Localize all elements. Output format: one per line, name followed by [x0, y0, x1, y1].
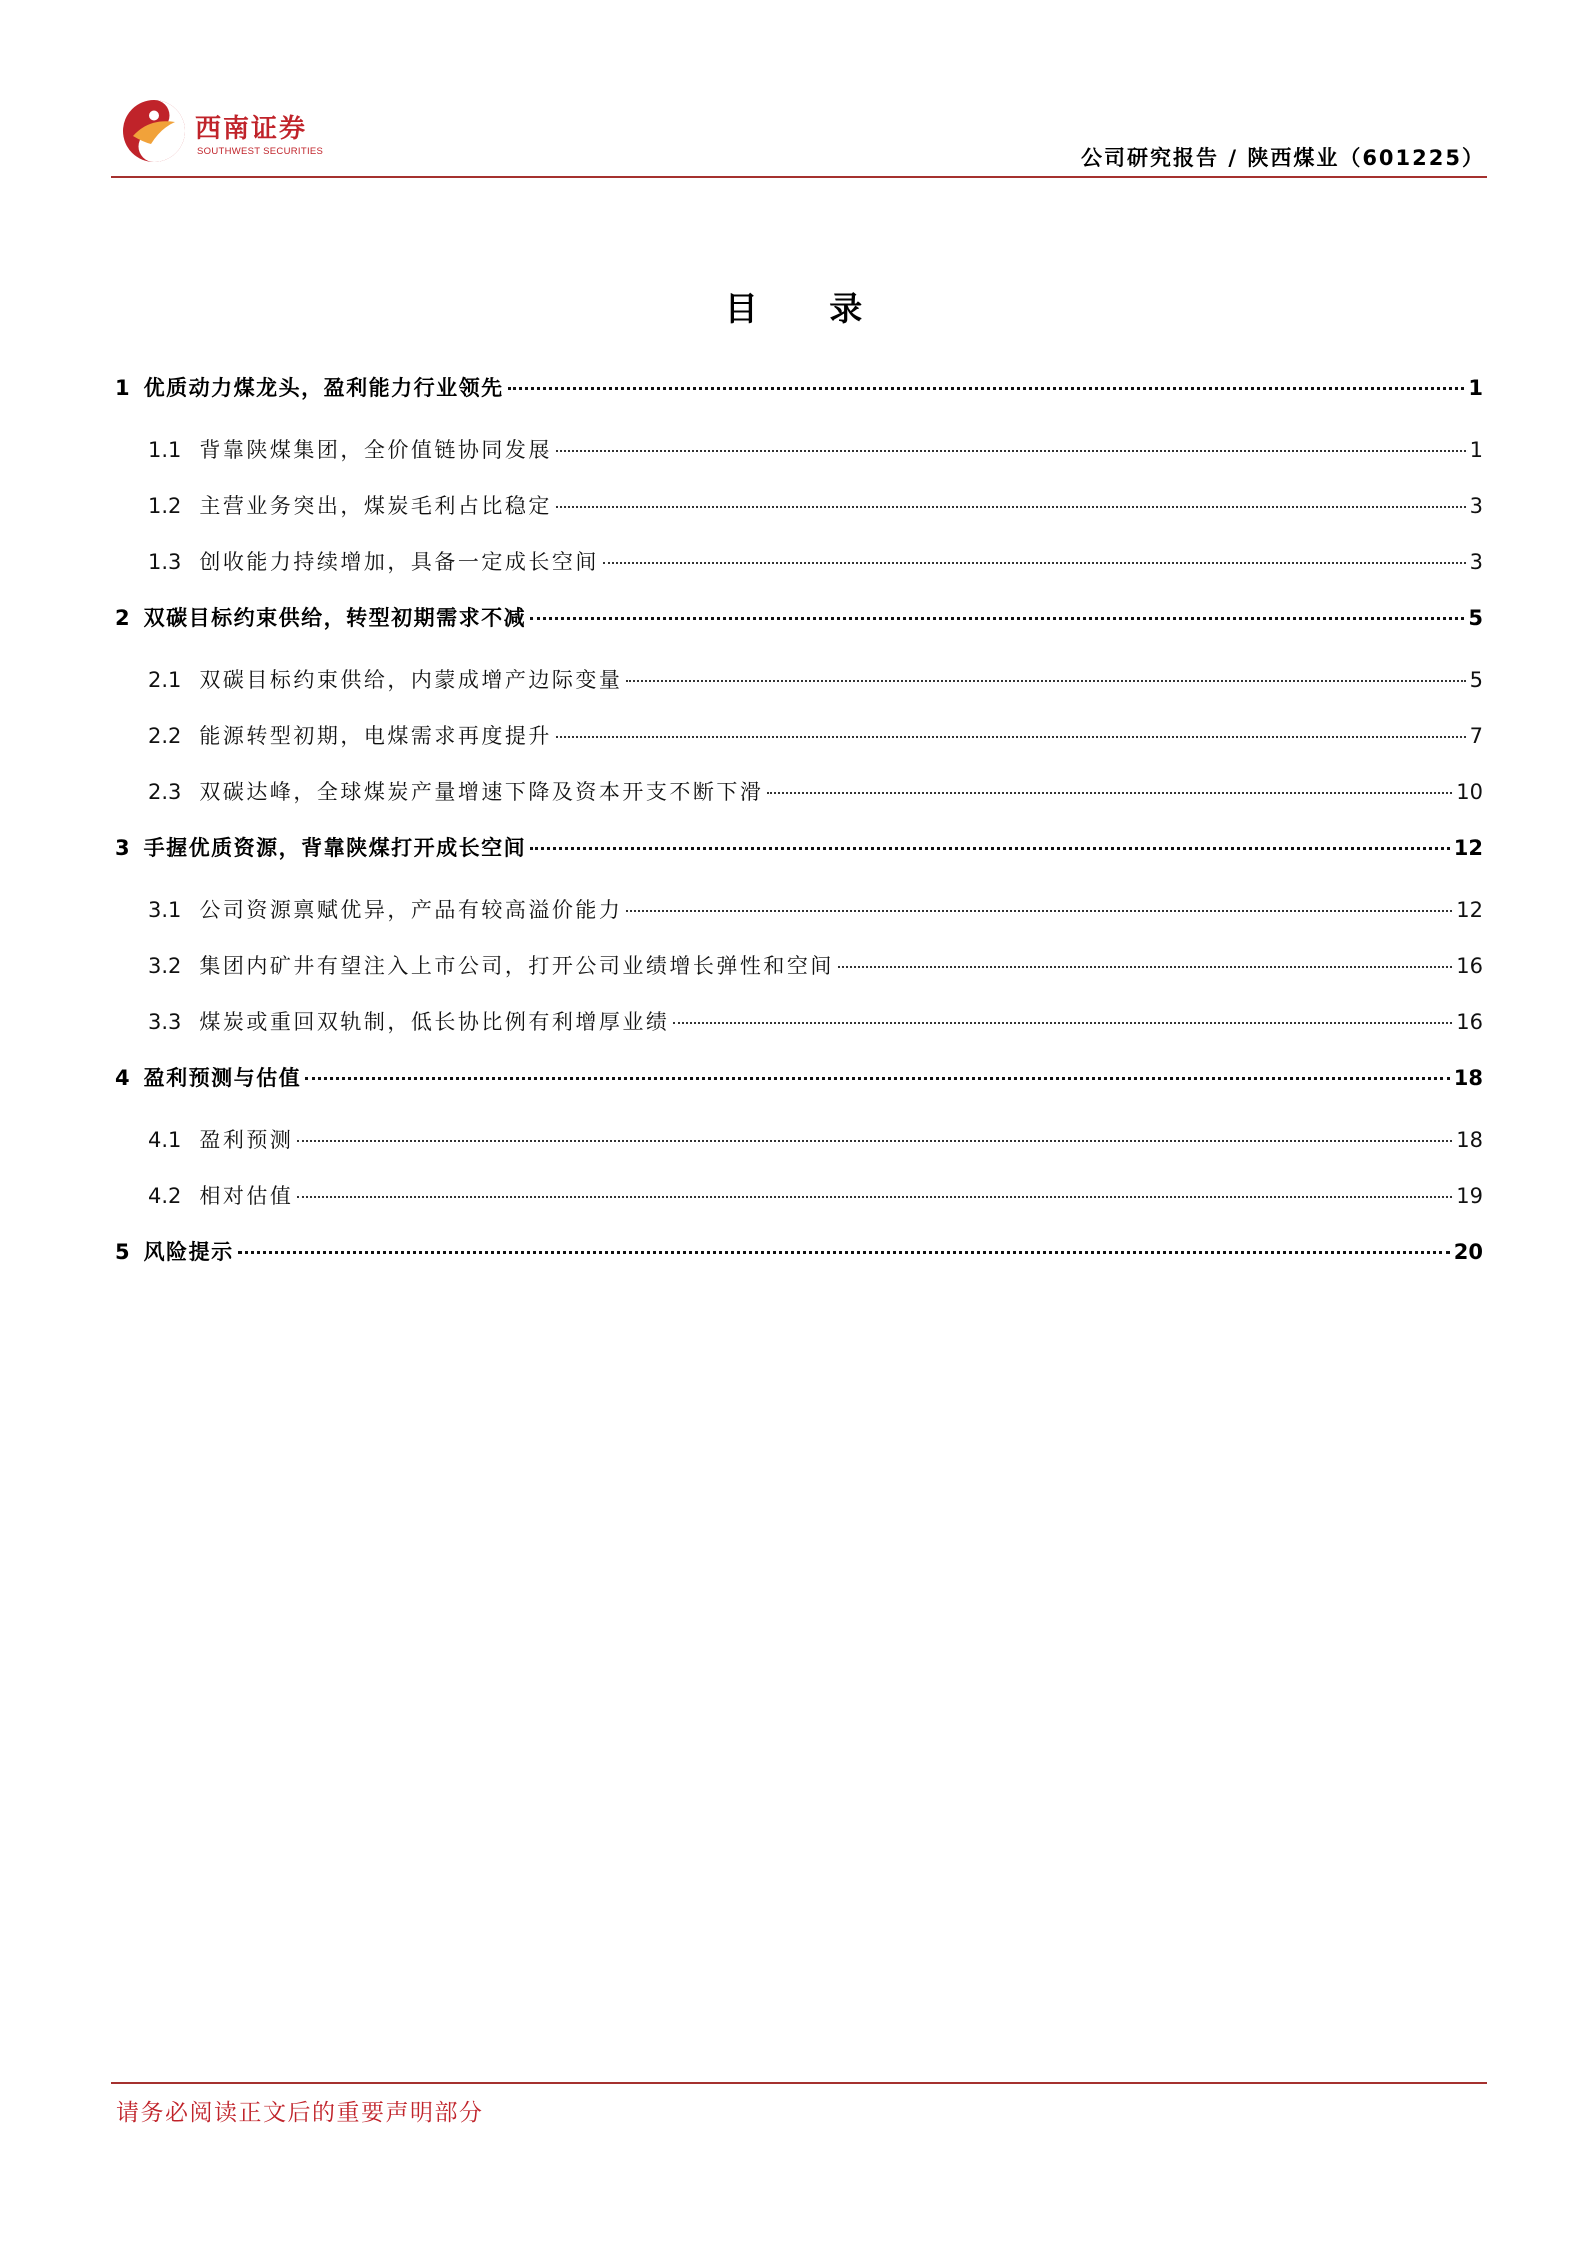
- toc-subsection-entry[interactable]: [115, 894, 1483, 950]
- toc-entry-page-number: 3: [1469, 550, 1483, 574]
- toc-entry-page-number: 18: [1456, 1128, 1483, 1152]
- toc-dot-leader: [556, 736, 1466, 738]
- toc-entry-number: 4: [115, 1066, 130, 1090]
- toc-entry-page-number: 7: [1469, 724, 1483, 748]
- toc-dot-leader: [297, 1196, 1452, 1198]
- toc-entry-page-number: 5: [1468, 606, 1483, 630]
- toc-section-entry[interactable]: [115, 1236, 1483, 1298]
- toc-entry-page-number: 12: [1453, 836, 1483, 860]
- company-logo: [121, 98, 341, 168]
- toc-entry-number: 3.2: [148, 954, 182, 978]
- toc-entry-page-number: 1: [1469, 438, 1483, 462]
- toc-subsection-entry[interactable]: [115, 1006, 1483, 1062]
- footer-divider: [111, 2082, 1487, 2084]
- toc-entry-number: 1.3: [148, 550, 182, 574]
- toc-dot-leader: [626, 680, 1465, 682]
- footer-disclaimer: 请务必阅读正文后的重要声明部分: [116, 2100, 484, 2126]
- southwest-securities-logo-icon: [121, 98, 187, 164]
- toc-dot-leader: [838, 966, 1452, 968]
- toc-entry-title: 盈利预测: [199, 1128, 294, 1152]
- toc-entry-title: 能源转型初期，电煤需求再度提升: [199, 724, 552, 748]
- toc-dot-leader: [767, 792, 1452, 794]
- toc-section-entry[interactable]: [115, 1062, 1483, 1124]
- toc-entry-title: 优质动力煤龙头，盈利能力行业领先: [143, 376, 504, 400]
- toc-section-entry[interactable]: [115, 832, 1483, 894]
- toc-entry-page-number: 12: [1456, 898, 1483, 922]
- toc-dot-leader: [530, 617, 1464, 620]
- table-of-contents: [115, 372, 1483, 1298]
- toc-entry-number: 5: [115, 1240, 130, 1264]
- toc-entry-number: 2: [115, 606, 130, 630]
- header-divider: [111, 176, 1487, 178]
- toc-dot-leader: [508, 387, 1465, 390]
- toc-entry-page-number: 1: [1468, 376, 1483, 400]
- toc-entry-title: 公司资源禀赋优异，产品有较高溢价能力: [199, 898, 623, 922]
- toc-entry-title: 手握优质资源，背靠陕煤打开成长空间: [143, 836, 527, 860]
- toc-entry-page-number: 18: [1453, 1066, 1483, 1090]
- toc-entry-title: 背靠陕煤集团，全价值链协同发展: [199, 438, 552, 462]
- toc-subsection-entry[interactable]: [115, 950, 1483, 1006]
- toc-section-entry[interactable]: [115, 372, 1483, 434]
- toc-dot-leader: [297, 1140, 1452, 1142]
- logo-name-cn: 西南证券: [195, 114, 308, 144]
- toc-entry-title: 双碳目标约束供给，内蒙成增产边际变量: [199, 668, 623, 692]
- toc-entry-title: 集团内矿井有望注入上市公司，打开公司业绩增长弹性和空间: [199, 954, 834, 978]
- toc-entry-title: 盈利预测与估值: [143, 1066, 302, 1090]
- logo-name-en: SOUTHWEST SECURITIES: [197, 146, 324, 157]
- toc-entry-page-number: 16: [1456, 1010, 1483, 1034]
- toc-entry-page-number: 19: [1456, 1184, 1483, 1208]
- toc-entry-page-number: 10: [1456, 780, 1483, 804]
- toc-subsection-entry[interactable]: [115, 776, 1483, 832]
- toc-subsection-entry[interactable]: [115, 546, 1483, 602]
- toc-entry-title: 相对估值: [199, 1184, 294, 1208]
- toc-dot-leader: [603, 562, 1466, 564]
- toc-dot-leader: [238, 1251, 1450, 1254]
- toc-entry-page-number: 20: [1453, 1240, 1483, 1264]
- toc-entry-number: 1.1: [148, 438, 182, 462]
- toc-dot-leader: [626, 910, 1452, 912]
- toc-entry-number: 3: [115, 836, 130, 860]
- toc-dot-leader: [556, 506, 1466, 508]
- toc-entry-title: 双碳目标约束供给，转型初期需求不减: [143, 606, 527, 630]
- toc-subsection-entry[interactable]: [115, 490, 1483, 546]
- toc-dot-leader: [673, 1022, 1452, 1024]
- toc-entry-number: 3.1: [148, 898, 182, 922]
- report-header-title: 公司研究报告 / 陕西煤业（601225）: [1081, 146, 1485, 170]
- toc-entry-number: 4.1: [148, 1128, 182, 1152]
- toc-entry-page-number: 5: [1469, 668, 1483, 692]
- toc-entry-number: 2.2: [148, 724, 182, 748]
- toc-entry-number: 2.1: [148, 668, 182, 692]
- toc-subsection-entry[interactable]: [115, 1124, 1483, 1180]
- page-header: [111, 92, 1487, 178]
- toc-entry-number: 4.2: [148, 1184, 182, 1208]
- toc-entry-title: 双碳达峰，全球煤炭产量增速下降及资本开支不断下滑: [199, 780, 764, 804]
- toc-title: 目 录: [724, 289, 893, 328]
- toc-entry-page-number: 16: [1456, 954, 1483, 978]
- toc-section-entry[interactable]: [115, 602, 1483, 664]
- toc-dot-leader: [305, 1077, 1450, 1080]
- toc-subsection-entry[interactable]: [115, 664, 1483, 720]
- toc-entry-number: 3.3: [148, 1010, 182, 1034]
- toc-entry-title: 风险提示: [143, 1240, 234, 1264]
- toc-entry-page-number: 3: [1469, 494, 1483, 518]
- toc-entry-number: 1.2: [148, 494, 182, 518]
- toc-entry-title: 煤炭或重回双轨制，低长协比例有利增厚业绩: [199, 1010, 670, 1034]
- toc-subsection-entry[interactable]: [115, 720, 1483, 776]
- toc-dot-leader: [556, 450, 1466, 452]
- toc-entry-title: 创收能力持续增加，具备一定成长空间: [199, 550, 599, 574]
- toc-entry-number: 2.3: [148, 780, 182, 804]
- toc-entry-title: 主营业务突出，煤炭毛利占比稳定: [199, 494, 552, 518]
- toc-dot-leader: [530, 847, 1450, 850]
- toc-entry-number: 1: [115, 376, 130, 400]
- toc-subsection-entry[interactable]: [115, 434, 1483, 490]
- toc-subsection-entry[interactable]: [115, 1180, 1483, 1236]
